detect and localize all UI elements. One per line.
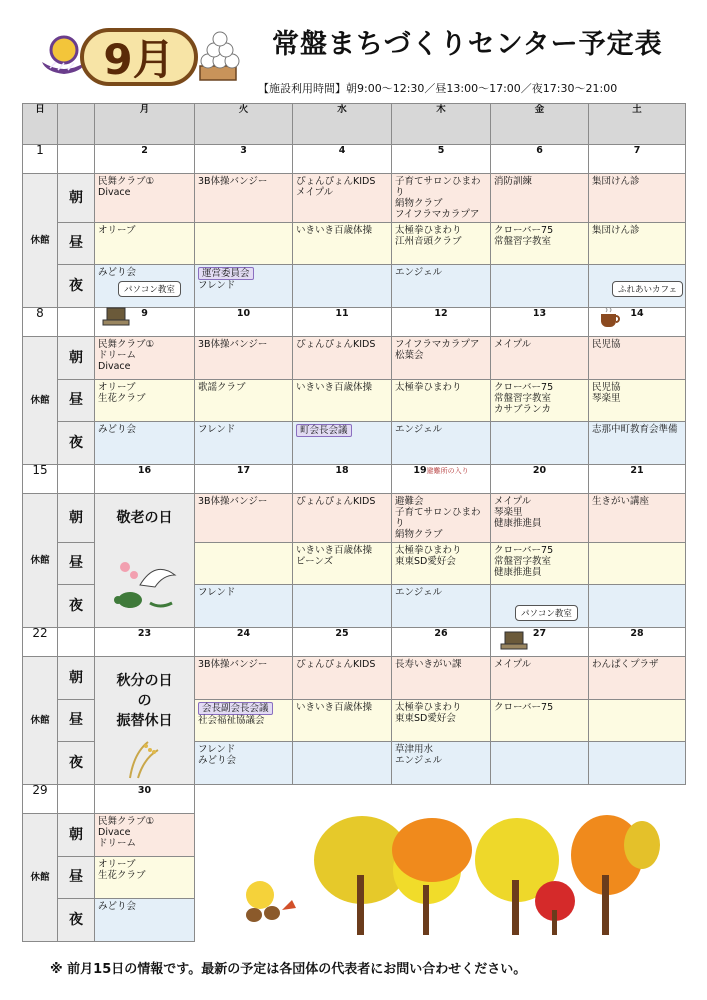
event-cell xyxy=(293,700,392,742)
slot-spacer xyxy=(58,465,95,494)
date-cell-thu xyxy=(392,628,491,657)
slot-spacer xyxy=(58,308,95,337)
event-cell xyxy=(589,223,686,265)
event-cell xyxy=(589,585,686,628)
event-item: 東東SD愛好会 xyxy=(395,713,456,724)
date-cell-fri xyxy=(491,308,589,337)
page-title: 常盤まちづくりセンター予定表 xyxy=(272,29,663,60)
slot-label-asa: 朝 xyxy=(58,337,95,380)
weekday-sat: 土 xyxy=(589,104,686,145)
event-item: みどり会 xyxy=(98,424,137,435)
event-item: 太極拳ひまわり xyxy=(395,702,462,713)
date-cell-mon xyxy=(95,785,195,814)
event-item: フレンド xyxy=(198,587,236,598)
event-item: 3B体操バンジー xyxy=(198,496,268,507)
date-cell-thu xyxy=(392,145,491,174)
event-cell xyxy=(293,337,392,380)
closed-label: 休館 xyxy=(23,174,58,308)
event-item: 生花クラブ xyxy=(98,393,146,404)
date-cell-mon xyxy=(95,628,195,657)
event-item: 太極拳ひまわり xyxy=(395,225,462,236)
weekday-wed: 水 xyxy=(293,104,392,145)
event-cell xyxy=(491,700,589,742)
date-number: 17 xyxy=(236,465,251,476)
event-cell xyxy=(195,380,293,422)
event-cell xyxy=(95,814,195,857)
event-item: メイプル xyxy=(494,339,532,350)
event-item: ビーンズ xyxy=(296,556,334,567)
date-cell-tue xyxy=(195,465,293,494)
event-item: 長寿いきがい課 xyxy=(395,659,462,670)
event-cell xyxy=(392,422,491,465)
event-item: 民舞クラブ① xyxy=(98,339,155,350)
slot-label-asa: 朝 xyxy=(58,657,95,700)
event-cell xyxy=(95,899,195,942)
event-item: フレンド xyxy=(198,744,236,755)
event-cell xyxy=(392,585,491,628)
slot-label-hiru: 昼 xyxy=(58,857,95,899)
event-item: 常盤習字教室 xyxy=(494,236,552,247)
event-item: フイフラマカラプア xyxy=(395,339,480,350)
event-cell xyxy=(195,700,293,742)
event-item: オリーブ xyxy=(98,859,136,870)
date-number: 11 xyxy=(335,308,349,319)
event-item: 民児協 xyxy=(592,382,621,393)
date-cell-wed xyxy=(293,628,392,657)
date-row xyxy=(23,465,686,494)
date-cell-wed xyxy=(293,465,392,494)
event-cell xyxy=(195,494,293,543)
event-cell xyxy=(392,174,491,223)
event-item: 民舞クラブ① xyxy=(98,176,155,187)
date-cell-sat xyxy=(589,628,686,657)
event-cell xyxy=(95,857,195,899)
event-cell xyxy=(392,494,491,543)
date-number: 25 xyxy=(335,628,349,639)
event-item: 絹物クラブ xyxy=(395,529,443,540)
date-number: 10 xyxy=(236,308,251,319)
date-number: 7 xyxy=(633,145,641,156)
event-item: エンジェル xyxy=(395,267,443,278)
event-cell xyxy=(95,223,195,265)
date-row xyxy=(23,145,686,174)
event-item: 志那中町教育会準備 xyxy=(592,424,678,435)
event-cell xyxy=(392,265,491,308)
date-number: 2 xyxy=(141,145,148,156)
event-cell xyxy=(589,657,686,700)
event-item: いきいき百歳体操 xyxy=(296,702,373,713)
event-cell xyxy=(195,543,293,585)
event-item: 琴楽里 xyxy=(494,507,523,518)
slot-label-yoru: 夜 xyxy=(58,265,95,308)
event-cell xyxy=(589,422,686,465)
slot-row-hiru xyxy=(23,380,686,422)
event-item: フレンド xyxy=(198,424,236,435)
weekday-sun: 日 xyxy=(23,104,58,145)
slot-label-yoru: 夜 xyxy=(58,742,95,785)
weekday-tue: 火 xyxy=(195,104,293,145)
date-number: 4 xyxy=(338,145,346,156)
date-cell-thu xyxy=(392,308,491,337)
date-number: 24 xyxy=(236,628,251,639)
crane-turtle-illustration xyxy=(110,555,180,615)
event-item: メイプル xyxy=(296,187,334,198)
event-item: 集団けん診 xyxy=(592,176,640,187)
event-cell xyxy=(589,543,686,585)
date-number: 12 xyxy=(434,308,448,319)
date-cell-wed xyxy=(293,308,392,337)
date-note: 避難所の入り xyxy=(426,467,469,475)
date-cell-mon xyxy=(95,145,195,174)
event-cell xyxy=(491,174,589,223)
event-item: 3B体操バンジー xyxy=(198,176,268,187)
slot-label-asa: 朝 xyxy=(58,814,95,857)
slot-label-hiru: 昼 xyxy=(58,543,95,585)
weekday-thu: 木 xyxy=(392,104,491,145)
event-cell xyxy=(491,494,589,543)
event-cell xyxy=(95,337,195,380)
event-cell xyxy=(392,543,491,585)
event-item: メイプル xyxy=(494,659,532,670)
date-number: 30 xyxy=(137,785,152,796)
event-item: 常盤習字教室 xyxy=(494,393,552,404)
header xyxy=(0,0,707,100)
event-cell xyxy=(195,223,293,265)
event-cell xyxy=(95,174,195,223)
laptop-icon-2 xyxy=(500,631,528,651)
event-item: 東東SD愛好会 xyxy=(395,556,456,567)
date-number: 28 xyxy=(630,628,644,639)
event-cell xyxy=(589,174,686,223)
event-cell xyxy=(293,543,392,585)
event-item: Divace xyxy=(98,827,131,838)
event-item: エンジェル xyxy=(395,587,443,598)
event-item: 常盤習字教室 xyxy=(494,556,552,567)
meeting-badge: 町会長会議 xyxy=(296,424,352,437)
event-cell xyxy=(293,223,392,265)
slot-spacer xyxy=(58,145,95,174)
date-cell-tue xyxy=(195,628,293,657)
event-cell xyxy=(392,337,491,380)
event-item: ぴょんぴょんKIDS xyxy=(296,659,376,670)
event-item: いきいき百歳体操 xyxy=(296,382,373,393)
event-item: 3B体操バンジー xyxy=(198,339,268,350)
event-cell xyxy=(491,657,589,700)
slot-label-hiru: 昼 xyxy=(58,380,95,422)
event-cell xyxy=(491,223,589,265)
date-number: 26 xyxy=(434,628,448,639)
date-number: 20 xyxy=(532,465,547,476)
event-item: みどり会 xyxy=(98,267,137,278)
event-item: ドリーム xyxy=(98,838,137,849)
fureai-cafe-bubble: ふれあいカフェ xyxy=(612,281,683,297)
event-item: 江州音頭クラブ xyxy=(395,236,462,247)
event-cell xyxy=(195,742,293,785)
slot-row-hiru xyxy=(23,223,686,265)
event-cell xyxy=(491,265,589,308)
closed-label: 休館 xyxy=(23,494,58,628)
closed-label: 休館 xyxy=(23,337,58,465)
event-item: いきいき百歳体操 xyxy=(296,545,373,556)
slot-label-yoru: 夜 xyxy=(58,585,95,628)
event-cell xyxy=(195,265,293,308)
sunday-date: 15 xyxy=(23,465,58,494)
tsukimi-dango-icon xyxy=(194,26,242,84)
event-cell xyxy=(293,494,392,543)
event-item: クローバー75 xyxy=(494,702,554,713)
event-cell xyxy=(293,380,392,422)
event-item: エンジェル xyxy=(395,755,443,766)
meeting-badge: 運営委員会 xyxy=(198,267,254,280)
holiday-name: 敬老の日 xyxy=(116,510,173,526)
date-row xyxy=(23,785,686,814)
event-item: フイフラマカラプア xyxy=(395,209,480,220)
event-cell xyxy=(589,494,686,543)
event-cell xyxy=(195,174,293,223)
footer-note: ※ 前月15日の情報です。最新の予定は各団体の代表者にお問い合わせください。 xyxy=(50,962,527,977)
pc-class-bubble-2: パソコン教室 xyxy=(515,605,578,621)
event-cell xyxy=(293,657,392,700)
date-number: 5 xyxy=(437,145,445,156)
date-cell-wed xyxy=(293,145,392,174)
date-cell-tue xyxy=(195,308,293,337)
event-cell xyxy=(589,380,686,422)
date-cell-fri xyxy=(491,145,589,174)
weekday-fri: 金 xyxy=(491,104,589,145)
event-cell xyxy=(392,380,491,422)
closed-label: 休館 xyxy=(23,657,58,785)
coffee-cup-icon xyxy=(598,306,622,328)
event-item: 民児協 xyxy=(592,339,621,350)
date-number: 14 xyxy=(630,308,644,319)
slot-row-asa xyxy=(23,174,686,223)
event-item: クローバー75 xyxy=(494,382,554,393)
slot-label-asa: 朝 xyxy=(58,494,95,543)
date-cell-sat xyxy=(589,145,686,174)
event-item: みどり会 xyxy=(198,755,237,766)
slot-row-asa xyxy=(23,494,686,543)
event-item: オリーブ xyxy=(98,382,136,393)
event-item: 太極拳ひまわり xyxy=(395,382,462,393)
event-cell xyxy=(293,422,392,465)
event-cell xyxy=(392,742,491,785)
date-number: 21 xyxy=(630,465,644,476)
event-item: ぴょんぴょんKIDS xyxy=(296,176,376,187)
event-cell xyxy=(491,742,589,785)
event-cell xyxy=(491,422,589,465)
event-cell xyxy=(293,174,392,223)
event-item: 生きがい講座 xyxy=(592,496,650,507)
event-item: 絹物クラブ xyxy=(395,198,443,209)
event-item: エンジェル xyxy=(395,424,443,435)
slot-label-hiru: 昼 xyxy=(58,223,95,265)
slot-label-asa: 朝 xyxy=(58,174,95,223)
event-cell xyxy=(491,337,589,380)
closed-label: 休館 xyxy=(23,814,58,942)
date-number: 3 xyxy=(240,145,247,156)
event-cell xyxy=(293,265,392,308)
event-cell xyxy=(95,422,195,465)
event-item: ぴょんぴょんKIDS xyxy=(296,339,376,350)
rice-plant-illustration xyxy=(122,738,162,780)
sunday-date: 8 xyxy=(23,308,58,337)
event-cell xyxy=(589,700,686,742)
date-number: 19 xyxy=(413,465,427,476)
event-item: Divace xyxy=(98,187,131,198)
event-item: わんぱくプラザ xyxy=(592,659,659,670)
event-cell xyxy=(392,700,491,742)
weekday-mon: 月 xyxy=(95,104,195,145)
event-cell xyxy=(195,585,293,628)
event-cell xyxy=(95,380,195,422)
event-item: クローバー75 xyxy=(494,225,554,236)
event-cell xyxy=(293,742,392,785)
event-item: Divace xyxy=(98,361,131,372)
event-cell xyxy=(392,657,491,700)
month-badge: 9月 xyxy=(80,28,198,86)
slot-label-yoru: 夜 xyxy=(58,422,95,465)
date-number: 13 xyxy=(532,308,547,319)
date-cell-sat xyxy=(589,465,686,494)
sunday-date: 22 xyxy=(23,628,58,657)
event-item: 生花クラブ xyxy=(98,870,146,881)
event-item: みどり会 xyxy=(98,901,137,912)
facility-hours: 【施設利用時間】朝9:00〜12:30／昼13:00〜17:00／夜17:30〜21:00 xyxy=(258,82,618,95)
event-item: 子育てサロンひまわり xyxy=(395,507,481,529)
date-row xyxy=(23,628,686,657)
slot-row-asa xyxy=(23,337,686,380)
meeting-badge: 会長副会長会議 xyxy=(198,702,273,715)
date-number: 6 xyxy=(536,145,543,156)
event-item: ドリーム xyxy=(98,350,137,361)
sunday-date: 29 xyxy=(23,785,58,814)
date-cell-mon xyxy=(95,465,195,494)
event-item: メイプル xyxy=(494,496,532,507)
event-item: 琴楽里 xyxy=(592,393,621,404)
event-cell xyxy=(589,337,686,380)
event-item: ぴょんぴょんKIDS xyxy=(296,496,376,507)
slot-row-asa xyxy=(23,657,686,700)
weekday-slot xyxy=(58,104,95,145)
pc-class-bubble: パソコン教室 xyxy=(118,281,181,297)
date-number: 18 xyxy=(335,465,349,476)
event-cell xyxy=(195,337,293,380)
weekday-header-row xyxy=(23,104,686,145)
event-item: 避難会 xyxy=(395,496,424,507)
holiday-name: 秋分の日 の 振替休日 xyxy=(116,673,173,729)
event-item: 民舞クラブ① xyxy=(98,816,155,827)
event-item: いきいき百歳体操 xyxy=(296,225,373,236)
date-number: 23 xyxy=(137,628,152,639)
event-item: 草津用水 xyxy=(395,744,434,755)
event-item: 太極拳ひまわり xyxy=(395,545,462,556)
event-cell xyxy=(392,223,491,265)
event-item: 歌謡クラブ xyxy=(198,382,246,393)
event-item: オリーブ xyxy=(98,225,136,236)
date-number: 27 xyxy=(532,628,547,639)
slot-spacer xyxy=(58,785,95,814)
event-item: クローバー75 xyxy=(494,545,554,556)
event-item: カサブランカ xyxy=(494,404,552,415)
event-item: 健康推進員 xyxy=(494,518,542,529)
date-cell-thu xyxy=(392,465,491,494)
date-number: 9 xyxy=(141,308,148,319)
event-item: 集団けん診 xyxy=(592,225,640,236)
date-number: 16 xyxy=(137,465,152,476)
event-cell xyxy=(293,585,392,628)
sunday-date: 1 xyxy=(23,145,58,174)
event-item: 健康推進員 xyxy=(494,567,542,578)
event-cell xyxy=(195,422,293,465)
event-item: 社会福祉協議会 xyxy=(198,715,265,726)
event-cell xyxy=(491,380,589,422)
slot-row-yoru xyxy=(23,422,686,465)
date-cell-tue xyxy=(195,145,293,174)
event-cell xyxy=(491,543,589,585)
event-item: 消防訓練 xyxy=(494,176,533,187)
event-item: 松葉会 xyxy=(395,350,424,361)
slot-spacer xyxy=(58,628,95,657)
autumn-trees-illustration xyxy=(232,815,682,945)
event-item: 3B体操バンジー xyxy=(198,659,268,670)
laptop-icon xyxy=(102,307,130,327)
slot-label-hiru: 昼 xyxy=(58,700,95,742)
event-item: フレンド xyxy=(198,280,236,291)
date-cell-fri xyxy=(491,465,589,494)
slot-label-yoru: 夜 xyxy=(58,899,95,942)
event-item: 子育てサロンひまわり xyxy=(395,176,481,198)
event-cell xyxy=(589,742,686,785)
event-cell xyxy=(195,657,293,700)
